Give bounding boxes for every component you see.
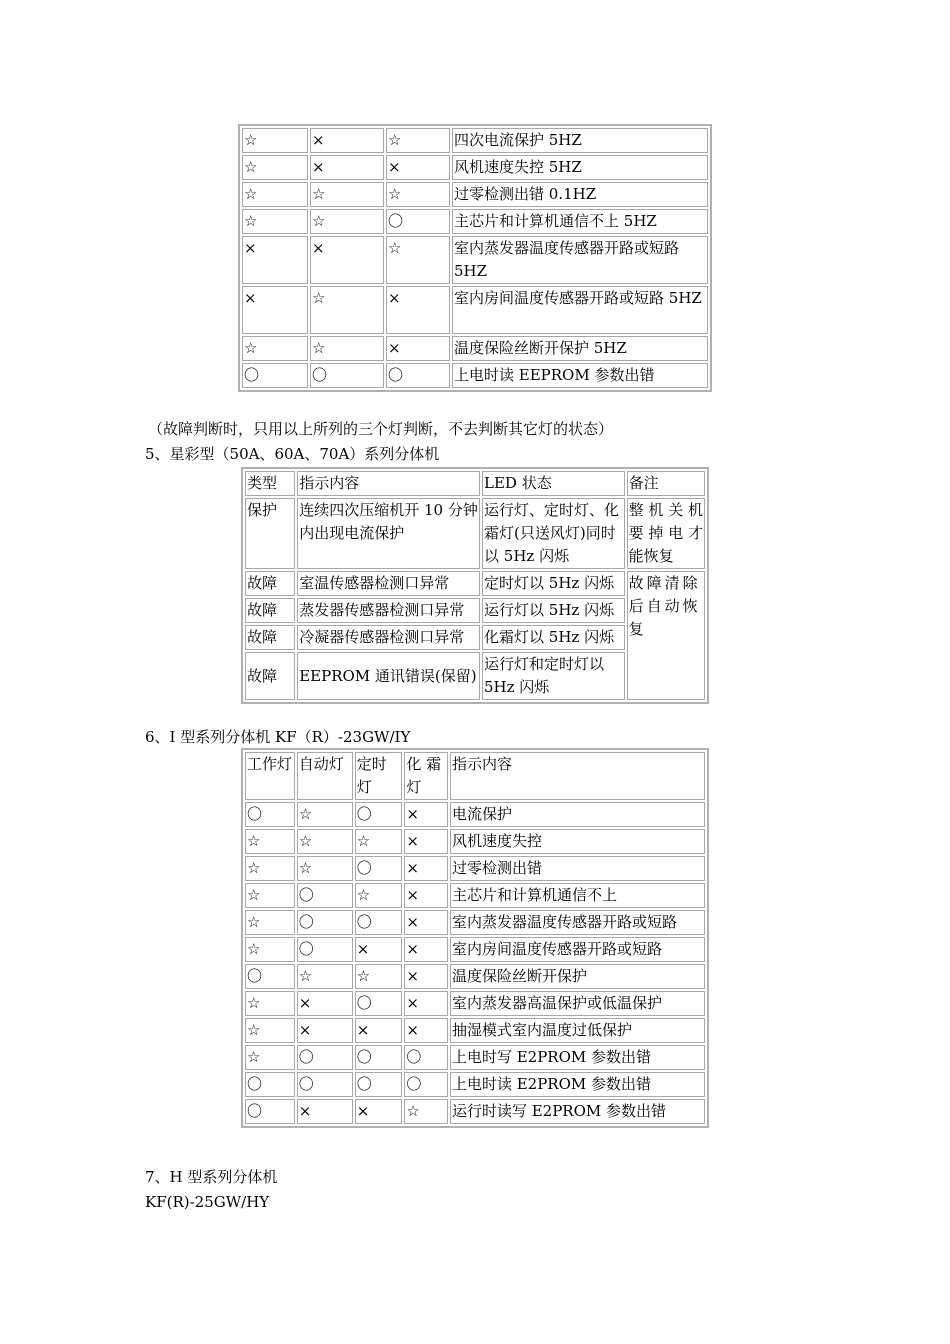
table-row — [242, 286, 708, 334]
description-cell: 过零检测出错 — [450, 856, 705, 881]
indicator-cell: ☆ — [245, 1045, 295, 1070]
indicator-cell: 〇 — [297, 1045, 353, 1070]
header-cell: LED 状态 — [482, 471, 625, 496]
table-cell: 室温传感器检测口异常 — [297, 571, 480, 596]
table-cell: 运行灯以 5Hz 闪烁 — [482, 598, 625, 623]
indicator-cell: ☆ — [404, 1099, 448, 1124]
table-row — [245, 856, 705, 881]
table-cell: 故障 — [245, 598, 295, 623]
table-cell: 连续四次压缩机开 10 分钟内出现电流保护 — [297, 498, 480, 569]
indicator-cell: 〇 — [355, 1045, 403, 1070]
indicator-cell: 〇 — [242, 363, 308, 388]
indicator-cell: × — [355, 1099, 403, 1124]
indicator-cell: × — [355, 1018, 403, 1043]
header-cell: 工作灯 — [245, 752, 295, 800]
description-cell: 风机速度失控 5HZ — [452, 155, 708, 180]
indicator-cell: ☆ — [245, 829, 295, 854]
indicator-cell: ☆ — [310, 182, 384, 207]
indicator-cell: × — [404, 856, 448, 881]
table-row — [245, 1018, 705, 1043]
indicator-cell: ☆ — [355, 883, 403, 908]
table-row — [245, 802, 705, 827]
description-cell: 风机速度失控 — [450, 829, 705, 854]
description-cell: 抽湿模式室内温度过低保护 — [450, 1018, 705, 1043]
table-row — [242, 236, 708, 284]
indicator-cell: ☆ — [386, 236, 450, 284]
fault-table-1-body — [242, 128, 708, 388]
indicator-cell: ☆ — [245, 937, 295, 962]
table-cell: 故障 — [245, 571, 295, 596]
table-cell: 蒸发器传感器检测口异常 — [297, 598, 480, 623]
indicator-cell: 〇 — [355, 1072, 403, 1097]
indicator-cell: × — [242, 286, 308, 334]
description-cell: 上电时读 EEPROM 参数出错 — [452, 363, 708, 388]
indicator-cell: × — [404, 910, 448, 935]
indicator-cell: 〇 — [245, 964, 295, 989]
table-cell: 保护 — [245, 498, 295, 569]
indicator-cell: ☆ — [310, 209, 384, 234]
indicator-cell: 〇 — [355, 910, 403, 935]
indicator-cell: × — [310, 128, 384, 153]
indicator-cell: 〇 — [297, 1072, 353, 1097]
indicator-cell: ☆ — [297, 802, 353, 827]
description-cell: 温度保险丝断开保护 — [450, 964, 705, 989]
indicator-cell: × — [386, 286, 450, 334]
indicator-cell: ☆ — [242, 336, 308, 361]
fault-table-2 — [241, 467, 709, 704]
header-cell: 指示内容 — [297, 471, 480, 496]
header-cell: 化 霜灯 — [404, 752, 448, 800]
indicator-cell: 〇 — [310, 363, 384, 388]
table-row — [242, 128, 708, 153]
indicator-cell: × — [404, 937, 448, 962]
table-cell: 定时灯以 5Hz 闪烁 — [482, 571, 625, 596]
indicator-cell: ☆ — [386, 182, 450, 207]
table-row — [245, 910, 705, 935]
fault-table-3 — [241, 748, 709, 1128]
indicator-cell: 〇 — [404, 1045, 448, 1070]
indicator-cell: ☆ — [242, 209, 308, 234]
table-cell: 运行灯和定时灯以 5Hz 闪烁 — [482, 652, 625, 700]
table-row — [242, 182, 708, 207]
indicator-cell: × — [242, 236, 308, 284]
indicator-cell: ☆ — [242, 155, 308, 180]
indicator-cell: ☆ — [297, 964, 353, 989]
indicator-cell: × — [310, 236, 384, 284]
indicator-cell: 〇 — [386, 209, 450, 234]
table-cell: 故障 — [245, 625, 295, 650]
section-heading-6: 6、I 型系列分体机 KF（R）-23GW/IY — [145, 728, 411, 746]
table-cell: EEPROM 通讯错误(保留) — [297, 652, 480, 700]
indicator-cell: 〇 — [245, 802, 295, 827]
table-row — [245, 1099, 705, 1124]
indicator-cell: ☆ — [310, 286, 384, 334]
description-cell: 过零检测出错 0.1HZ — [452, 182, 708, 207]
indicator-cell: × — [404, 802, 448, 827]
section-heading-5: 5、星彩型（50A、60A、70A）系列分体机 — [145, 445, 440, 463]
fault-table-1 — [238, 124, 712, 392]
description-cell: 主芯片和计算机通信不上 5HZ — [452, 209, 708, 234]
indicator-cell: 〇 — [355, 856, 403, 881]
table-row — [245, 1045, 705, 1070]
indicator-cell: ☆ — [310, 336, 384, 361]
indicator-cell: × — [386, 155, 450, 180]
indicator-cell: ☆ — [242, 182, 308, 207]
table-row — [242, 155, 708, 180]
indicator-cell: ☆ — [242, 128, 308, 153]
description-cell: 温度保险丝断开保护 5HZ — [452, 336, 708, 361]
header-cell: 定时灯 — [355, 752, 403, 800]
table-row — [245, 1072, 705, 1097]
indicator-cell: ☆ — [297, 856, 353, 881]
table-row — [245, 571, 705, 596]
table-header-row — [245, 752, 705, 800]
indicator-cell: 〇 — [355, 991, 403, 1016]
header-cell: 自动灯 — [297, 752, 353, 800]
table-row — [245, 964, 705, 989]
indicator-cell: ☆ — [245, 883, 295, 908]
table-cell: 故障清除后自动恢复 — [627, 571, 705, 700]
indicator-cell: 〇 — [355, 802, 403, 827]
indicator-cell: 〇 — [297, 883, 353, 908]
indicator-cell: × — [404, 883, 448, 908]
indicator-cell: × — [355, 937, 403, 962]
table-cell: 冷凝器传感器检测口异常 — [297, 625, 480, 650]
description-cell: 上电时读 E2PROM 参数出错 — [450, 1072, 705, 1097]
indicator-cell: × — [386, 336, 450, 361]
description-cell: 室内房间温度传感器开路或短路 5HZ — [452, 286, 708, 334]
indicator-cell: × — [297, 991, 353, 1016]
indicator-cell: × — [297, 1099, 353, 1124]
indicator-cell: 〇 — [404, 1072, 448, 1097]
header-cell: 备注 — [627, 471, 705, 496]
indicator-cell: 〇 — [297, 910, 353, 935]
table-row — [242, 209, 708, 234]
table-row — [242, 363, 708, 388]
description-cell: 室内房间温度传感器开路或短路 — [450, 937, 705, 962]
indicator-cell: ☆ — [245, 910, 295, 935]
description-cell: 室内蒸发器温度传感器开路或短路 5HZ — [452, 236, 708, 284]
description-cell: 室内蒸发器温度传感器开路或短路 — [450, 910, 705, 935]
description-cell: 四次电流保护 5HZ — [452, 128, 708, 153]
indicator-cell: ☆ — [245, 856, 295, 881]
description-cell: 电流保护 — [450, 802, 705, 827]
fault-table-3-body — [245, 752, 705, 1124]
indicator-cell: 〇 — [245, 1099, 295, 1124]
indicator-cell: ☆ — [245, 1018, 295, 1043]
table-header-row — [245, 471, 705, 496]
table-row — [245, 883, 705, 908]
section-heading-7: 7、H 型系列分体机 — [145, 1168, 278, 1186]
indicator-cell: × — [297, 1018, 353, 1043]
indicator-cell: ☆ — [245, 991, 295, 1016]
model-number: KF(R)-25GW/HY — [145, 1193, 270, 1211]
header-cell: 类型 — [245, 471, 295, 496]
indicator-cell: × — [404, 991, 448, 1016]
description-cell: 运行时读写 E2PROM 参数出错 — [450, 1099, 705, 1124]
table-row — [245, 829, 705, 854]
table-row — [242, 336, 708, 361]
indicator-cell: ☆ — [297, 829, 353, 854]
indicator-cell: ☆ — [355, 829, 403, 854]
header-cell: 指示内容 — [450, 752, 705, 800]
table-row — [245, 937, 705, 962]
table-cell: 化霜灯以 5Hz 闪烁 — [482, 625, 625, 650]
indicator-cell: × — [404, 964, 448, 989]
table-cell: 运行灯、定时灯、化霜灯(只送风灯)同时以 5Hz 闪烁 — [482, 498, 625, 569]
indicator-cell: 〇 — [245, 1072, 295, 1097]
indicator-cell: ☆ — [355, 964, 403, 989]
table-row — [245, 991, 705, 1016]
description-cell: 上电时写 E2PROM 参数出错 — [450, 1045, 705, 1070]
table-row — [245, 498, 705, 569]
table-cell: 故障 — [245, 652, 295, 700]
table-cell: 整机关机要掉电才能恢复 — [627, 498, 705, 569]
description-cell: 室内蒸发器高温保护或低温保护 — [450, 991, 705, 1016]
fault-note: （故障判断时，只用以上所列的三个灯判断，不去判断其它灯的状态） — [148, 420, 614, 438]
description-cell: 主芯片和计算机通信不上 — [450, 883, 705, 908]
indicator-cell: × — [404, 829, 448, 854]
indicator-cell: 〇 — [386, 363, 450, 388]
indicator-cell: × — [404, 1018, 448, 1043]
indicator-cell: ☆ — [386, 128, 450, 153]
indicator-cell: × — [310, 155, 384, 180]
indicator-cell: 〇 — [297, 937, 353, 962]
